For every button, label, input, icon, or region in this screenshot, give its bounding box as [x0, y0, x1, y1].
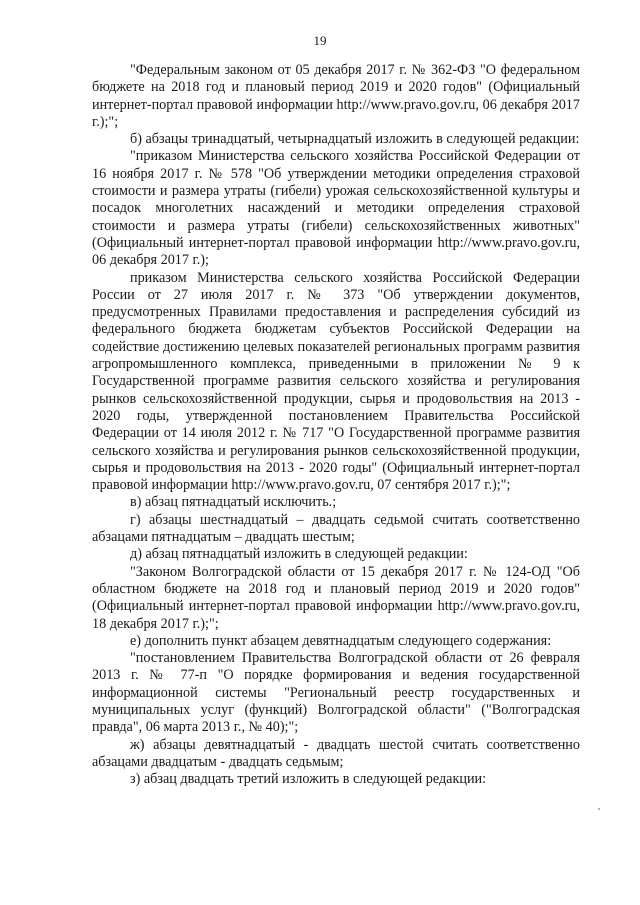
- paragraph-item-e: е) дополнить пункт абзацем девятнадцатым следующего содержания:: [130, 632, 552, 649]
- paragraph-order-373: приказом Министерства сельского хозяйства Российской Федерации России от 27 июля 2017 г. № 373 "Об утверждении документов, предусмотренных Правилами предоставления и распределения субсидий из федерального бюджета бюджетам субъектов Российской Федерации на содействие достижению целевых показателей региональных программ развития агропромышленного комплекса, приведенными в приложении № 9 к Государственной программе развития сельского хозяйства и регулирования рынков сельскохозяйственной продукции, сырья и продовольствия на 2013 - 2020 годы, утвержденной постановлением Правительства Российской Федерации от 14 июля 2012 г. № 717 "О Государственной программе развития сельского хозяйства и регулирования рынков сельскохозяйственной продукции, сырья и продовольствия на 2013 - 2020 годы" (Официальный интернет-портал правовой информации http://www.pravo.gov.ru, 07 сентября 2017 г.);";: [92, 269, 580, 494]
- paragraph-item-v: в) абзац пятнадцатый исключить.;: [130, 494, 337, 511]
- paragraph-federal-law-362: "Федеральным законом от 05 декабря 2017 г. № 362-ФЗ "О федеральном бюджете на 2018 год и плановый период 2019 и 2020 годов" (Официальный интернет-портал правовой информации http://www.pravo.gov.ru, 06 декабря 2017 г.);";: [92, 62, 580, 130]
- paragraph-item-z: з) абзац двадцать третий изложить в следующей редакции:: [130, 771, 487, 788]
- scan-speck: [598, 808, 600, 810]
- document-body: [92, 62, 580, 788]
- page-number: 19: [313, 33, 327, 48]
- paragraph-item-d: д) абзац пятнадцатый изложить в следующей редакции:: [130, 546, 468, 563]
- paragraph-item-g: г) абзацы шестнадцатый – двадцать седьмой считать соответственно абзацами пятнадцатым – двадцать шестым;: [92, 511, 580, 546]
- paragraph-order-578: "приказом Министерства сельского хозяйства Российской Федерации от 16 ноября 2017 г. № 578 "Об утверждении методики определения страховой стоимости и размера утраты (гибели) урожая сельскохозяйственной культуры и посадок многолетних насаждений и методики определения страховой стоимости и размера утраты (гибели) сельскохозяйственных животных" (Официальный интернет-портал правовой информации http://www.pravo.gov.ru, 06 декабря 2017 г.);: [92, 148, 580, 269]
- paragraph-item-zh: ж) абзацы девятнадцатый - двадцать шестой считать соответственно абзацами двадцатым - двадцать седьмым;: [92, 736, 580, 770]
- paragraph-resolution-77: "постановлением Правительства Волгоградской области от 26 февраля 2013 г. № 77-п "О порядке формирования и ведения государственной информационной системы "Региональный реестр государственных и муниципальных услуг (функций) Волгоградской области" ("Волгоградская правда", 06 марта 2013 г., № 40);";: [92, 650, 580, 736]
- paragraph-regional-law-124: "Законом Волгоградской области от 15 декабря 2017 г. № 124-ОД "Об областном бюджете на 2018 год и плановый период 2019 и 2020 годов" (Официальный интернет-портал правовой информации http://www.pravo.gov.ru, 18 декабря 2017 г.);";: [92, 563, 580, 632]
- paragraph-item-b: б) абзацы тринадцатый, четырнадцатый изложить в следующей редакции:: [130, 131, 580, 148]
